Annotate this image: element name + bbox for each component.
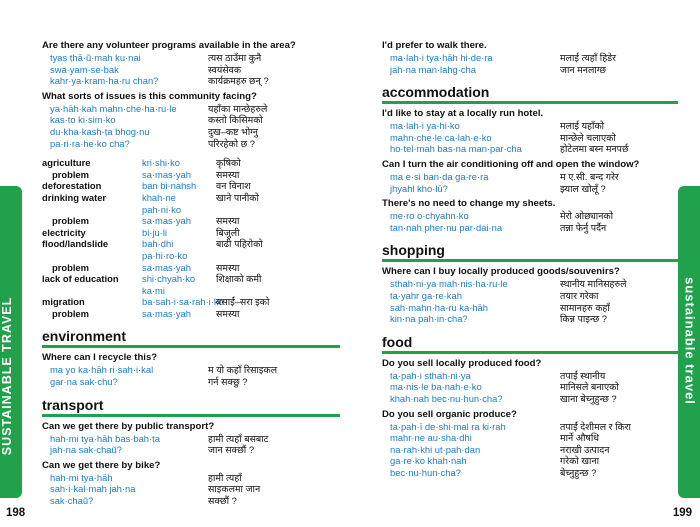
phrase-pronunciation: swa·yam·se·bak: [50, 63, 119, 75]
vocab-row: [42, 262, 334, 274]
vocab-row: [42, 157, 334, 169]
phrase-nepali: म यो कहाँ रिसाइकल: [208, 364, 278, 376]
phrase-line: [382, 393, 678, 405]
phrase-line: [382, 290, 678, 302]
right-phrase-block: [382, 40, 678, 75]
question-english: I'd like to stay at a locally run hotel.: [382, 108, 544, 120]
vocab-english: problem: [52, 307, 89, 319]
vocab-english: problem: [52, 168, 89, 180]
phrase-line: [382, 467, 678, 479]
phrase-nepali: मलाई त्यहाँ हिडेर: [560, 52, 617, 63]
phrase-pronunciation: sak·chaũ?: [50, 495, 94, 507]
phrase-line: [382, 278, 678, 290]
vocab-english: lack of education: [42, 273, 119, 285]
phrase-line: [382, 143, 678, 155]
phrase-nepali: परिरहेको छ ?: [208, 137, 256, 149]
vocab-nepali: खाने पानीको: [216, 191, 259, 203]
phrase-pronunciation: ta·pah·i sthah·ni·ya: [390, 369, 471, 381]
phrase-line: [382, 455, 678, 467]
phrase-pronunciation: jah·na man·lahg·cha: [390, 63, 476, 75]
phrase-nepali: साइकलमा जान: [208, 483, 261, 495]
side-tab: [678, 186, 700, 498]
phrase-line: [382, 302, 678, 314]
phrase-nepali: मानिसले बनाएको: [560, 381, 619, 393]
vocab-row: [42, 296, 334, 308]
phrase-nepali: मलाई यहाँको: [560, 120, 605, 132]
phrase-pronunciation: sthah·ni·ya mah·nis·ha·ru·le: [390, 278, 508, 290]
section-title: food: [382, 333, 413, 350]
phrase-line: [42, 114, 334, 126]
phrase-pronunciation: ma e·si ban·da ga·re·ra: [390, 170, 489, 182]
accommodation-phrases: [382, 108, 678, 233]
phrase-pronunciation: mahr·ne au·sha·dhi: [390, 432, 472, 444]
phrase-nepali: दुख–कष्ट भोग्नु: [208, 125, 258, 137]
vocab-pronunciation: bi·ju·li: [142, 226, 168, 238]
phrase-line: [382, 432, 678, 444]
section-rule: [382, 351, 678, 354]
vocab-english: flood/landslide: [42, 238, 109, 250]
vocab-english: electricity: [42, 226, 86, 238]
vocab-pronunciation: ban bi·nahsh: [142, 180, 197, 192]
phrase-pronunciation: na·rah·khi ut·pah·dan: [390, 443, 481, 455]
phrase-nepali: तपाईं स्थानीय: [560, 369, 606, 381]
environment-phrases: [42, 352, 334, 387]
phrase-nepali: सक्छौं ?: [208, 495, 237, 507]
vocab-row: [42, 273, 334, 296]
phrase-pronunciation: pa·ri·ra·he·ko cha?: [50, 137, 130, 149]
section-title: transport: [42, 396, 104, 413]
phrase-pronunciation: jah·na sak·chaũ?: [50, 444, 122, 456]
phrase-line: [382, 313, 678, 325]
phrase-line: [382, 444, 678, 456]
vocab-nepali: समस्या: [216, 307, 240, 319]
phrase-nepali: हामी त्यहाँ बसबाट: [208, 432, 269, 444]
phrase-nepali: झ्याल खोलूँ ?: [560, 182, 606, 194]
side-tab-label: SUSTAINABLE TRAVEL: [0, 296, 14, 456]
phrase-pronunciation: sah·i·kal·mah jah·na: [50, 483, 136, 495]
vocab-english: agriculture: [42, 157, 91, 169]
phrase-line: [42, 364, 334, 376]
phrase-pronunciation: hah·mi tyа·hāh bas·bah·ṭa: [50, 432, 160, 444]
vocab-nepali: कृषिको: [216, 157, 241, 169]
phrase-line: [42, 495, 334, 507]
section-shopping: [382, 241, 678, 262]
phrase-nepali: गरेको खाना: [560, 455, 600, 467]
question-english: Where can I recycle this?: [42, 352, 158, 364]
phrase-pronunciation: ma·lah·i tya·hāh hi·de·ra: [390, 52, 493, 63]
phrase-line: [42, 472, 334, 484]
phrase-line: [42, 75, 334, 87]
phrase-pronunciation: kin·na pah·in·cha?: [390, 313, 468, 325]
phrase-line: [382, 171, 678, 183]
section-transport: [42, 396, 334, 417]
right-column: [382, 36, 678, 478]
vocab-row: [42, 180, 334, 192]
phrase-pronunciation: ma yo ka·hāh ri·sah·i·kal: [50, 364, 154, 376]
side-tab-label: sustainable travel: [682, 277, 698, 405]
phrase-nepali: मेरो ओछ्यानको: [560, 210, 614, 222]
vocab-english: deforestation: [42, 180, 102, 192]
question-english: Where can I buy locally produced goods/souvenirs?: [382, 266, 620, 278]
phrase-line: [382, 421, 678, 433]
phrase-pronunciation: du·kha·kash·ṭa bhog·nu: [50, 125, 150, 137]
phrase-nepali: स्थानीय मानिसहरुले: [560, 278, 627, 290]
issues-vocabulary-list: [42, 157, 334, 319]
vocab-pronunciation: sa·mas·yah: [142, 215, 191, 227]
vocab-english: problem: [52, 261, 89, 273]
phrase-nepali: कार्यक्रमहरु छन् ?: [208, 75, 269, 87]
phrase-pronunciation: jhyahl kho·lū?: [390, 182, 448, 194]
vocab-nepali: बाढी पहिरोको: [216, 238, 263, 250]
section-title: accommodation: [382, 84, 490, 101]
phrase-pronunciation: ya·hāh·kah mahn·che·ha·ru·le: [50, 102, 177, 114]
page-number: 198: [6, 507, 26, 519]
phrase-pronunciation: ma·nis·le ba·nah·e·ko: [390, 381, 482, 393]
phrase-nepali: मान्छेले चलाएको: [560, 131, 616, 143]
food-phrases: [382, 358, 678, 479]
phrase-nepali: तपाईं देशीमल र किरा: [560, 420, 631, 432]
vocab-english: problem: [52, 215, 89, 227]
section-title: environment: [42, 328, 127, 345]
question-english: I'd prefer to walk there.: [382, 40, 487, 51]
phrase-line: [382, 183, 678, 195]
phrase-pronunciation: bec·nu·hun·cha?: [390, 466, 461, 478]
question-english: Do you sell organic produce?: [382, 408, 517, 420]
section-rule: [382, 259, 678, 262]
section-accommodation: [382, 83, 678, 104]
vocab-pronunciation: sa·mas·yah: [142, 261, 191, 273]
section-rule: [382, 101, 678, 104]
phrase-line: [382, 132, 678, 144]
phrase-pronunciation: tan·nah pher·nu par·dai·na: [390, 221, 503, 233]
phrase-nepali: हामी त्यहाँ: [208, 471, 242, 483]
phrase-nepali: किन्न पाइन्छ ?: [560, 313, 608, 325]
question-english: Can I turn the air conditioning off and open the window?: [382, 158, 640, 170]
phrase-line: [42, 64, 334, 76]
phrase-line: [382, 120, 678, 132]
phrase-nepali: बेच्नुहुन्छ ?: [560, 466, 597, 478]
side-tab: [0, 186, 22, 498]
phrase-pronunciation: gar·na sak·chu?: [50, 376, 118, 388]
phrase-line: [42, 52, 334, 64]
phrase-nepali: गर्न सक्छु ?: [208, 376, 248, 388]
phrase-nepali: कस्तो किसिमको: [208, 114, 263, 126]
phrase-nepali: मार्ने औषधि: [560, 432, 600, 444]
vocab-nepali: बसाईं–सरा इको: [216, 296, 270, 308]
question-english: There's no need to change my sheets.: [382, 198, 556, 210]
phrase-pronunciation: ma·lah·i ya·hi·ko: [390, 120, 460, 132]
vocab-nepali: शिक्षाको कमी: [216, 273, 262, 285]
vocab-nepali: समस्या: [216, 215, 240, 227]
phrase-nepali: त्यस ठाउँमा कुनै: [208, 52, 262, 63]
vocab-row: [42, 192, 334, 215]
vocab-nepali: वन विनाश: [216, 180, 251, 192]
question-english: Can we get there by bike?: [42, 459, 161, 471]
phrase-nepali: यहाँका मान्छेहरुले: [208, 102, 268, 114]
right-page: [350, 0, 700, 527]
phrase-line: [382, 64, 678, 76]
vocab-row: [42, 308, 334, 320]
vocab-nepali: समस्या: [216, 261, 240, 273]
phrase-line: [382, 381, 678, 393]
phrase-line: [42, 103, 334, 115]
phrase-pronunciation: ho·tel·mah bas·na man·par·cha: [390, 143, 522, 155]
section-rule: [42, 414, 340, 417]
phrase-nepali: नराखी उत्पादन: [560, 443, 610, 455]
phrase-line: [382, 210, 678, 222]
vocab-pronunciation: ba·sah·i·sa·rah·i·ko: [142, 296, 224, 308]
phrase-nepali: जान मनलाग्छ: [560, 63, 606, 75]
phrase-pronunciation: tyas ṭhā·ũ·mah ku·nai: [50, 52, 141, 63]
phrase-line: [42, 376, 334, 388]
phrase-pronunciation: ta·yahr ga·re·kah: [390, 289, 462, 301]
vocab-english: drinking water: [42, 191, 107, 203]
question-english: Can we get there by public transport?: [42, 420, 215, 432]
phrase-nepali: म ए.सी. बन्द गरेर: [560, 170, 619, 182]
question-english: Are there any volunteer programs available in the area?: [42, 40, 296, 51]
section-food: [382, 333, 678, 354]
shopping-phrases: [382, 266, 678, 324]
vocab-english: migration: [42, 296, 85, 308]
question-english: Do you sell locally produced food?: [382, 357, 542, 369]
phrase-line: [382, 52, 678, 64]
phrase-line: [42, 444, 334, 456]
phrase-pronunciation: ga·re·ko khah·nah: [390, 455, 467, 467]
phrase-pronunciation: kahr·ya·kram·ha·ru chan?: [50, 75, 159, 87]
vocab-nepali: बिजुली: [216, 226, 240, 238]
phrase-pronunciation: hah·mi tya·hāh: [50, 471, 113, 483]
vocab-row: [42, 215, 334, 227]
phrase-line: [42, 126, 334, 138]
phrase-pronunciation: mahn·che·le ca·lah·e·ko: [390, 131, 492, 143]
transport-phrases: [42, 421, 334, 507]
vocab-row: [42, 169, 334, 181]
left-column: [42, 36, 334, 507]
phrase-nepali: तन्ना फेर्नु पर्दैन: [560, 221, 607, 233]
section-environment: [42, 327, 334, 348]
phrase-nepali: होटेलमा बस्न मनपर्छ: [560, 143, 629, 155]
phrase-pronunciation: ta·pah·ī de·shi·mal ra ki·rah: [390, 420, 506, 432]
phrase-line: [382, 370, 678, 382]
vocab-pronunciation: shi·chyah·ko ka·mi: [142, 273, 196, 296]
phrase-nepali: खाना बेच्नुहुन्छ ?: [560, 392, 617, 404]
phrase-nepali: स्वयंसेवक: [208, 63, 242, 75]
section-title: shopping: [382, 242, 445, 259]
phrase-line: [42, 138, 334, 150]
question-english: What sorts of issues is this community facing?: [42, 90, 257, 102]
phrase-nepali: सामानहरु कहाँ: [560, 301, 610, 313]
vocab-pronunciation: bah·ḍhi pa·hi·ro·ko: [142, 238, 188, 261]
vocab-nepali: समस्या: [216, 168, 240, 180]
section-rule: [42, 345, 340, 348]
phrase-nepali: तयार गरेका: [560, 289, 599, 301]
phrase-line: [382, 222, 678, 234]
phrase-pronunciation: khah·nah bec·nu·hun·cha?: [390, 392, 503, 404]
phrase-nepali: जान सक्छौं ?: [208, 444, 255, 456]
vocab-pronunciation: kri·shi·ko: [142, 157, 181, 169]
page-number: 199: [672, 507, 692, 519]
phrase-pronunciation: me·ro o·chyahn·ko: [390, 210, 469, 222]
phrase-pronunciation: sah·mahn·ha·ru ka·hāh: [390, 301, 488, 313]
vocab-pronunciation: sa·mas·yah: [142, 307, 191, 319]
phrase-pronunciation: kas·to ki·sim·ko: [50, 114, 116, 126]
left-phrase-block: [42, 40, 334, 149]
phrase-line: [42, 433, 334, 445]
vocab-pronunciation: sa·mas·yah: [142, 168, 191, 180]
vocab-row: [42, 238, 334, 261]
phrase-line: [42, 483, 334, 495]
vocab-pronunciation: khah·ne pah·ni·ko: [142, 191, 182, 215]
vocab-row: [42, 227, 334, 239]
